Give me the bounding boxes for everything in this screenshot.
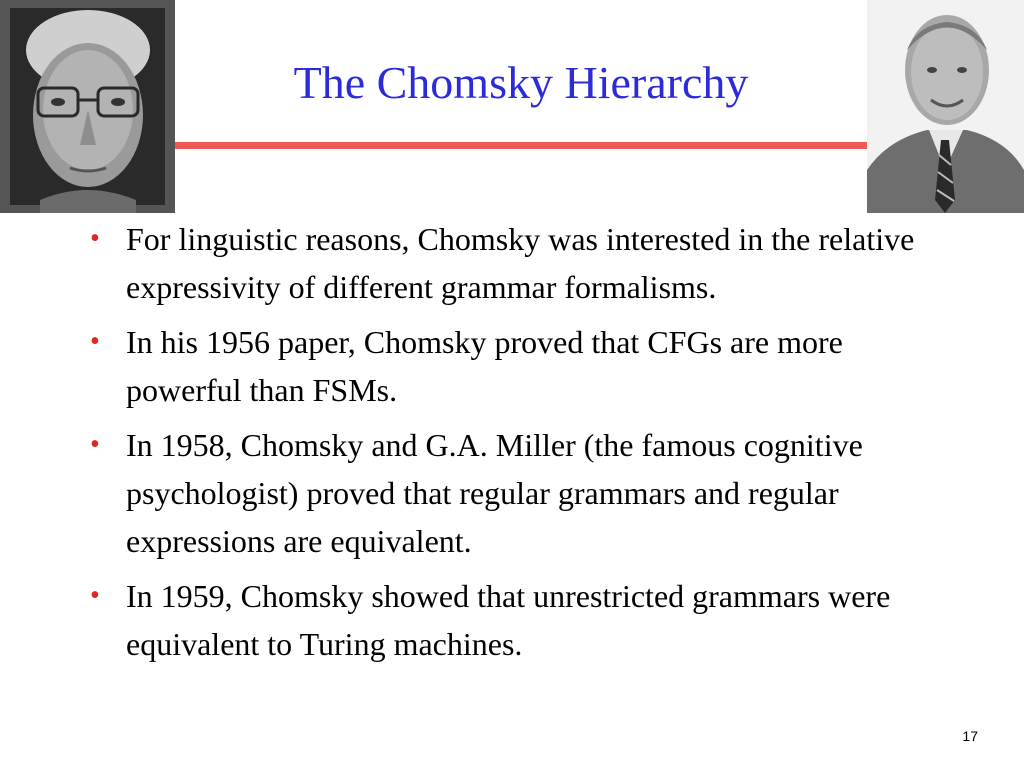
bullet-marker: • — [90, 429, 100, 460]
bullet-item — [80, 215, 960, 311]
portrait-photo-left — [0, 0, 175, 213]
bullet-marker: • — [90, 580, 100, 611]
bullet-text: In his 1956 paper, Chomsky proved that CFGs are more powerful than FSMs. — [126, 324, 843, 408]
slide-title: The Chomsky Hierarchy — [293, 57, 749, 108]
bullet-text: In 1959, Chomsky showed that unrestricted grammars were equivalent to Turing machines. — [126, 578, 891, 662]
title-underline-rule — [175, 142, 867, 149]
bullet-text: For linguistic reasons, Chomsky was interested in the relative expressivity of different grammar formalisms. — [126, 221, 915, 305]
slide-number: 17 — [962, 728, 978, 744]
bullet-item — [80, 421, 960, 565]
bullet-text: In 1958, Chomsky and G.A. Miller (the famous cognitive psychologist) proved that regular grammars and regular expressions are equivalent. — [126, 427, 863, 559]
bullet-item — [80, 572, 960, 668]
bullet-item — [80, 318, 960, 414]
portrait-photo-right — [867, 0, 1024, 213]
bullet-list — [80, 215, 960, 675]
bullet-marker: • — [90, 326, 100, 357]
bullet-marker: • — [90, 223, 100, 254]
